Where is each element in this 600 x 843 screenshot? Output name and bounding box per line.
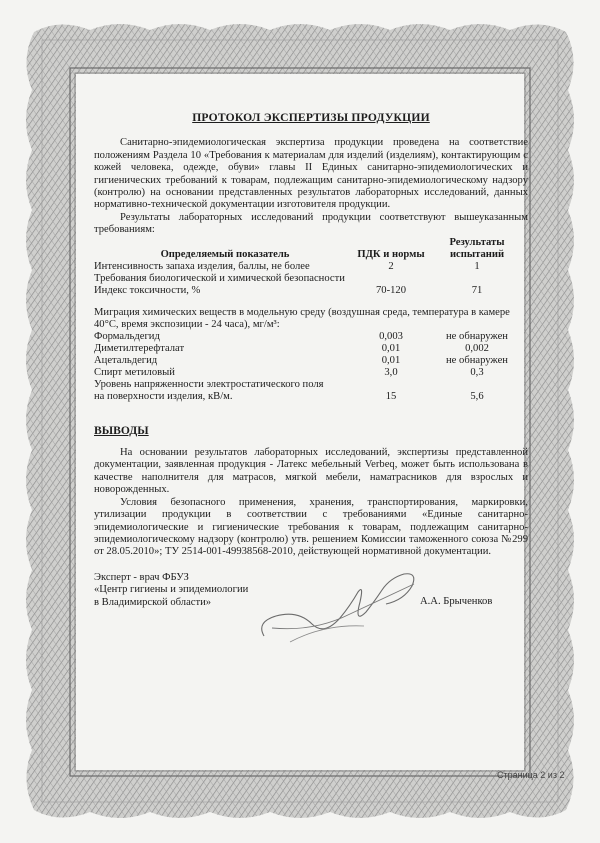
- migration-row: [94, 297, 528, 331]
- migration-label: Миграция химических веществ в модельную среду (воздушная среда, температура в камере 40°С, время экспозиции - 24 часа), мг/м³:: [94, 306, 510, 330]
- row-result: 0,3: [470, 366, 484, 378]
- header-results: Результаты испытаний: [449, 236, 505, 260]
- results-table: [94, 237, 528, 403]
- table-row: [94, 343, 528, 355]
- row-norm: 70-120: [375, 284, 406, 296]
- results-intro: Результаты лабораторных исследований продукции соответствуют вышеуказанным требованиям:: [94, 211, 528, 236]
- voltage-label-cont: на поверхности изделия, кВ/м.: [94, 390, 233, 402]
- table-row: [94, 285, 528, 297]
- row-name: Требования биологической и химической безопасности: [94, 272, 345, 284]
- conclusion-paragraph-1: На основании результатов лабораторных исследований, экспертизы представленной документации, заявленная продукция - Латекс мебельный Verbeq, может быть использована в качестве наполнителя для матрасов, мягкой мебели, наматрасников для взрослых и новорожденных.: [94, 447, 528, 496]
- table-row: [94, 391, 528, 403]
- voltage-result: 5,6: [470, 390, 484, 402]
- row-result: не обнаружен: [446, 354, 508, 366]
- table-header-row: [94, 237, 528, 261]
- row-norm: 0,01: [381, 354, 401, 366]
- table-row: [94, 331, 528, 343]
- voltage-label: Уровень напряженности электростатического поля: [94, 378, 324, 390]
- table-row: [94, 261, 528, 273]
- row-norm: 3,0: [384, 366, 398, 378]
- header-norms: ПДК и нормы: [357, 248, 425, 260]
- row-name: Формальдегид: [94, 330, 160, 342]
- table-row: [94, 379, 528, 391]
- expert-line: в Владимирской области»: [94, 596, 212, 608]
- row-norm: 2: [388, 260, 394, 272]
- row-result: не обнаружен: [446, 330, 508, 342]
- expert-title: [94, 572, 248, 609]
- header-indicator: Определяемый показатель: [160, 248, 290, 260]
- voltage-norm: 15: [385, 390, 397, 402]
- row-result: 1: [474, 260, 480, 272]
- conclusion-paragraph-2: Условия безопасного применения, хранения, транспортирования, маркировки, утилизации продукции в соответствии с требованиями «Единые санитарно-эпидемиологические и гигиенические требования к товарам, подлежащим санитарно-эпидемиологическому надзору (контролю) утв. решением Комиссии таможенного союза №299 от 28.05.2010»; ТУ 2514-001-49938568-2010, действующей нормативной документации.: [94, 496, 528, 558]
- row-result: 71: [471, 284, 483, 296]
- table-row: [94, 367, 528, 379]
- intro-paragraph: Санитарно-эпидемиологическая экспертиза продукции проведена на соответствие положениям Раздела 10 «Требования к материалам для изделий (изделиям), контактирующим с кожей человека, одежде, обуви» главы II Единых санитарно-эпидемиологических и гигиенических требований к товарам, подлежащим санитарно-эпидемиологическому надзору (контролю) на основании представленных результатов лабораторных исследований, данных нормативно-технической документации изготовителя продукции.: [94, 137, 528, 211]
- table-row: [94, 355, 528, 367]
- row-name: Спирт метиловый: [94, 366, 175, 378]
- table-row: [94, 273, 528, 285]
- page-number: Страница 2 из 2: [497, 770, 565, 780]
- row-name: Диметилтерефталат: [94, 342, 185, 354]
- handwritten-signature: [254, 564, 424, 654]
- document-body: [94, 112, 528, 632]
- row-norm: 0,003: [379, 330, 403, 342]
- expert-name: А.А. Брыченков: [420, 595, 493, 607]
- row-name: Интенсивность запаха изделия, баллы, не более: [94, 260, 310, 272]
- expert-line: «Центр гигиены и эпидемиологии: [94, 584, 249, 596]
- conclusions-title: ВЫВОДЫ: [94, 423, 149, 437]
- row-name: Ацетальдегид: [94, 354, 158, 366]
- signature-block: [94, 572, 528, 632]
- row-name: Индекс токсичности, %: [94, 284, 201, 296]
- document-title: ПРОТОКОЛ ЭКСПЕРТИЗЫ ПРОДУКЦИИ: [192, 111, 430, 124]
- expert-line: Эксперт - врач ФБУЗ: [94, 571, 189, 583]
- row-norm: 0,01: [381, 342, 401, 354]
- row-result: 0,002: [465, 342, 489, 354]
